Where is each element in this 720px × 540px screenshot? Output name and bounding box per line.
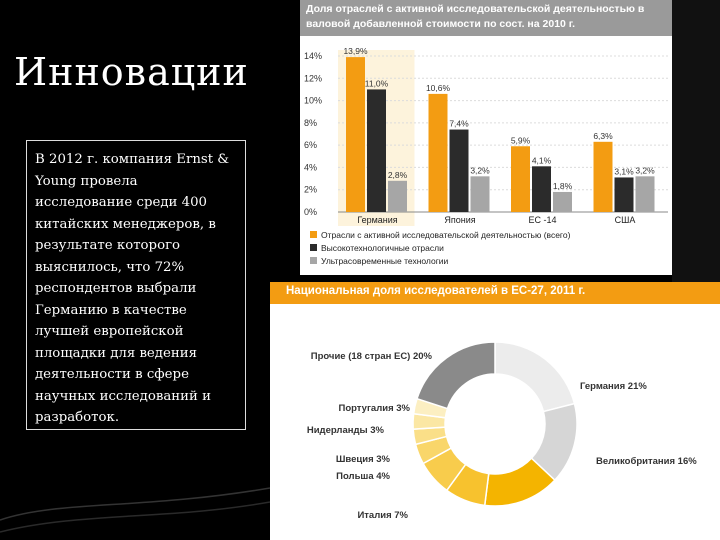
slice-label: Португалия 3% — [338, 403, 410, 414]
bar — [553, 192, 572, 212]
x-tick-label: Германия — [357, 215, 398, 225]
y-tick-label: 8% — [304, 117, 318, 128]
legend-entry: Ультрасовременные технологии — [321, 256, 449, 266]
bar-data-label: 11,0% — [364, 78, 389, 89]
right-dark-strip — [672, 0, 720, 282]
x-tick-label: США — [614, 215, 636, 225]
bar-chart-panel — [300, 0, 672, 275]
bar-data-label: 10,6% — [425, 82, 451, 93]
bar-data-label: 5,9% — [510, 135, 531, 146]
slice-label: Германия 21% — [580, 381, 647, 392]
slice-label: Нидерланды 3% — [306, 425, 384, 436]
bar — [594, 142, 613, 212]
y-tick-label: 4% — [304, 162, 318, 173]
y-tick-label: 14% — [304, 51, 323, 61]
bar-data-label: 2,8% — [387, 169, 408, 180]
x-tick-label: ЕС -14 — [528, 215, 557, 225]
y-tick-label: 2% — [304, 184, 318, 195]
bar-chart — [300, 36, 672, 275]
legend-entry: Высокотехнологичные отрасли — [321, 243, 444, 253]
slice-label: Швеция 3% — [335, 454, 390, 465]
bar — [346, 57, 365, 212]
donut-chart — [270, 304, 720, 540]
bar-data-label: 1,8% — [552, 180, 573, 191]
y-tick-label: 0% — [304, 207, 318, 217]
bar-data-label: 7,4% — [449, 118, 469, 129]
slice-label: Великобритания 16% — [596, 456, 697, 467]
bar — [636, 176, 655, 212]
bar — [388, 181, 407, 212]
bar-data-label: 6,3% — [593, 130, 613, 141]
legend-swatch — [310, 231, 317, 238]
slide-body-text: В 2012 г. компания Ernst & Young провела исследование среди 400 китайских менеджеров, в результате которого выяснилось, что 72% респондентов выбрали Германию в качестве лучшей европейской площадки для ведения деятельности в сфере научных исследований и разработок. — [26, 140, 246, 430]
slice-label: Прочие (18 стран ЕС) 20% — [310, 351, 432, 362]
donut-slice — [495, 342, 574, 412]
legend-entry: Отрасли с активной исследовательской деятельностью (всего) — [321, 230, 571, 240]
bar-chart-header — [300, 0, 672, 36]
bar — [532, 166, 551, 212]
bar — [615, 177, 634, 212]
y-tick-label: 6% — [304, 140, 318, 151]
bar-data-label: 3,2% — [635, 165, 655, 176]
slice-label: Италия 7% — [357, 510, 408, 521]
x-tick-label: Япония — [444, 215, 476, 225]
y-tick-label: 12% — [304, 73, 323, 84]
bar — [511, 146, 530, 212]
bar — [471, 176, 490, 212]
bar-data-label: 13,9% — [343, 46, 368, 57]
slice-label: Польша 4% — [336, 471, 390, 482]
legend-swatch — [310, 257, 317, 264]
donut-chart-panel — [270, 282, 720, 540]
slide-title: Инновации — [14, 50, 249, 94]
decorative-wave — [0, 480, 270, 540]
bar — [450, 130, 469, 212]
donut-chart-title: Национальная доля исследователей в ЕС-27, 2011 г. — [286, 285, 586, 297]
bar-data-label: 4,1% — [531, 155, 552, 166]
bar-data-label: 3,1% — [614, 166, 634, 177]
y-tick-label: 10% — [304, 95, 323, 106]
bar — [367, 89, 386, 212]
bar-chart-title: Доля отраслей с активной исследовательской деятельностью в валовой добавленной стоимости по сост. на 2010 г. — [306, 3, 645, 30]
legend-swatch — [310, 244, 317, 251]
bar-data-label: 3,2% — [470, 165, 490, 176]
bar — [429, 94, 448, 212]
donut-chart-header — [270, 282, 720, 304]
